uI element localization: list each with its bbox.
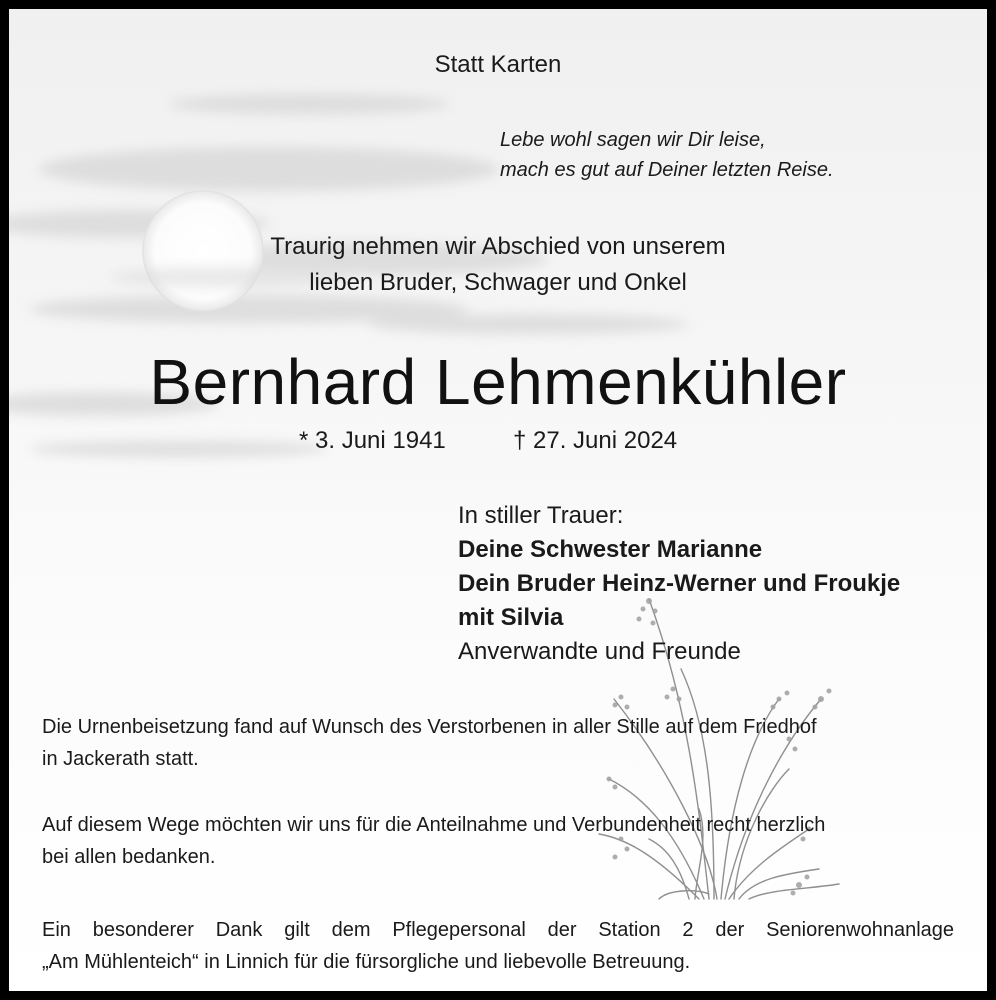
notice-header: Statt Karten [434, 51, 562, 78]
paragraph-line: in Jackerath statt. [42, 748, 199, 770]
mourner-name: mit Silvia [458, 604, 564, 631]
verse-line: Lebe wohl sagen wir Dir leise, [500, 129, 766, 151]
care-thanks-paragraph [42, 914, 954, 978]
mourners-heading: In stiller Trauer: [458, 502, 624, 529]
paragraph-line: Die Urnenbeisetzung fand auf Wunsch des Verstorbenen in aller Stille auf dem Friedhof [42, 716, 817, 738]
thanks-paragraph [42, 809, 954, 873]
paragraph-line: „Am Mühlenteich“ in Linnich für die fürsorgliche und liebevolle Betreuung. [42, 951, 691, 973]
paragraph-line: Ein besonderer Dank gilt dem Pflegepersonal der Station 2 der Seniorenwohnanlage [42, 919, 954, 941]
intro-line: lieben Bruder, Schwager und Onkel [309, 269, 687, 296]
intro-text [9, 229, 987, 301]
paragraph-line: Auf diesem Wege möchten wir uns für die Anteilnahme und Verbundenheit recht herzlich [42, 814, 826, 836]
mourner-name: Deine Schwester Marianne [458, 536, 763, 563]
verse-line: mach es gut auf Deiner letzten Reise. [500, 159, 834, 181]
mourner-relatives: Anverwandte und Freunde [458, 638, 741, 665]
verse [500, 125, 834, 185]
paragraph-line: bei allen bedanken. [42, 846, 216, 868]
death-date: † 27. Juni 2024 [513, 427, 678, 454]
birth-date: * 3. Juni 1941 [299, 427, 446, 454]
intro-line: Traurig nehmen wir Abschied von unserem [270, 233, 726, 260]
mourners-block [458, 499, 900, 669]
mourner-name: Dein Bruder Heinz-Werner und Froukje [458, 570, 901, 597]
burial-paragraph [42, 711, 954, 775]
deceased-name: Bernhard Lehmenkühler [149, 346, 847, 418]
